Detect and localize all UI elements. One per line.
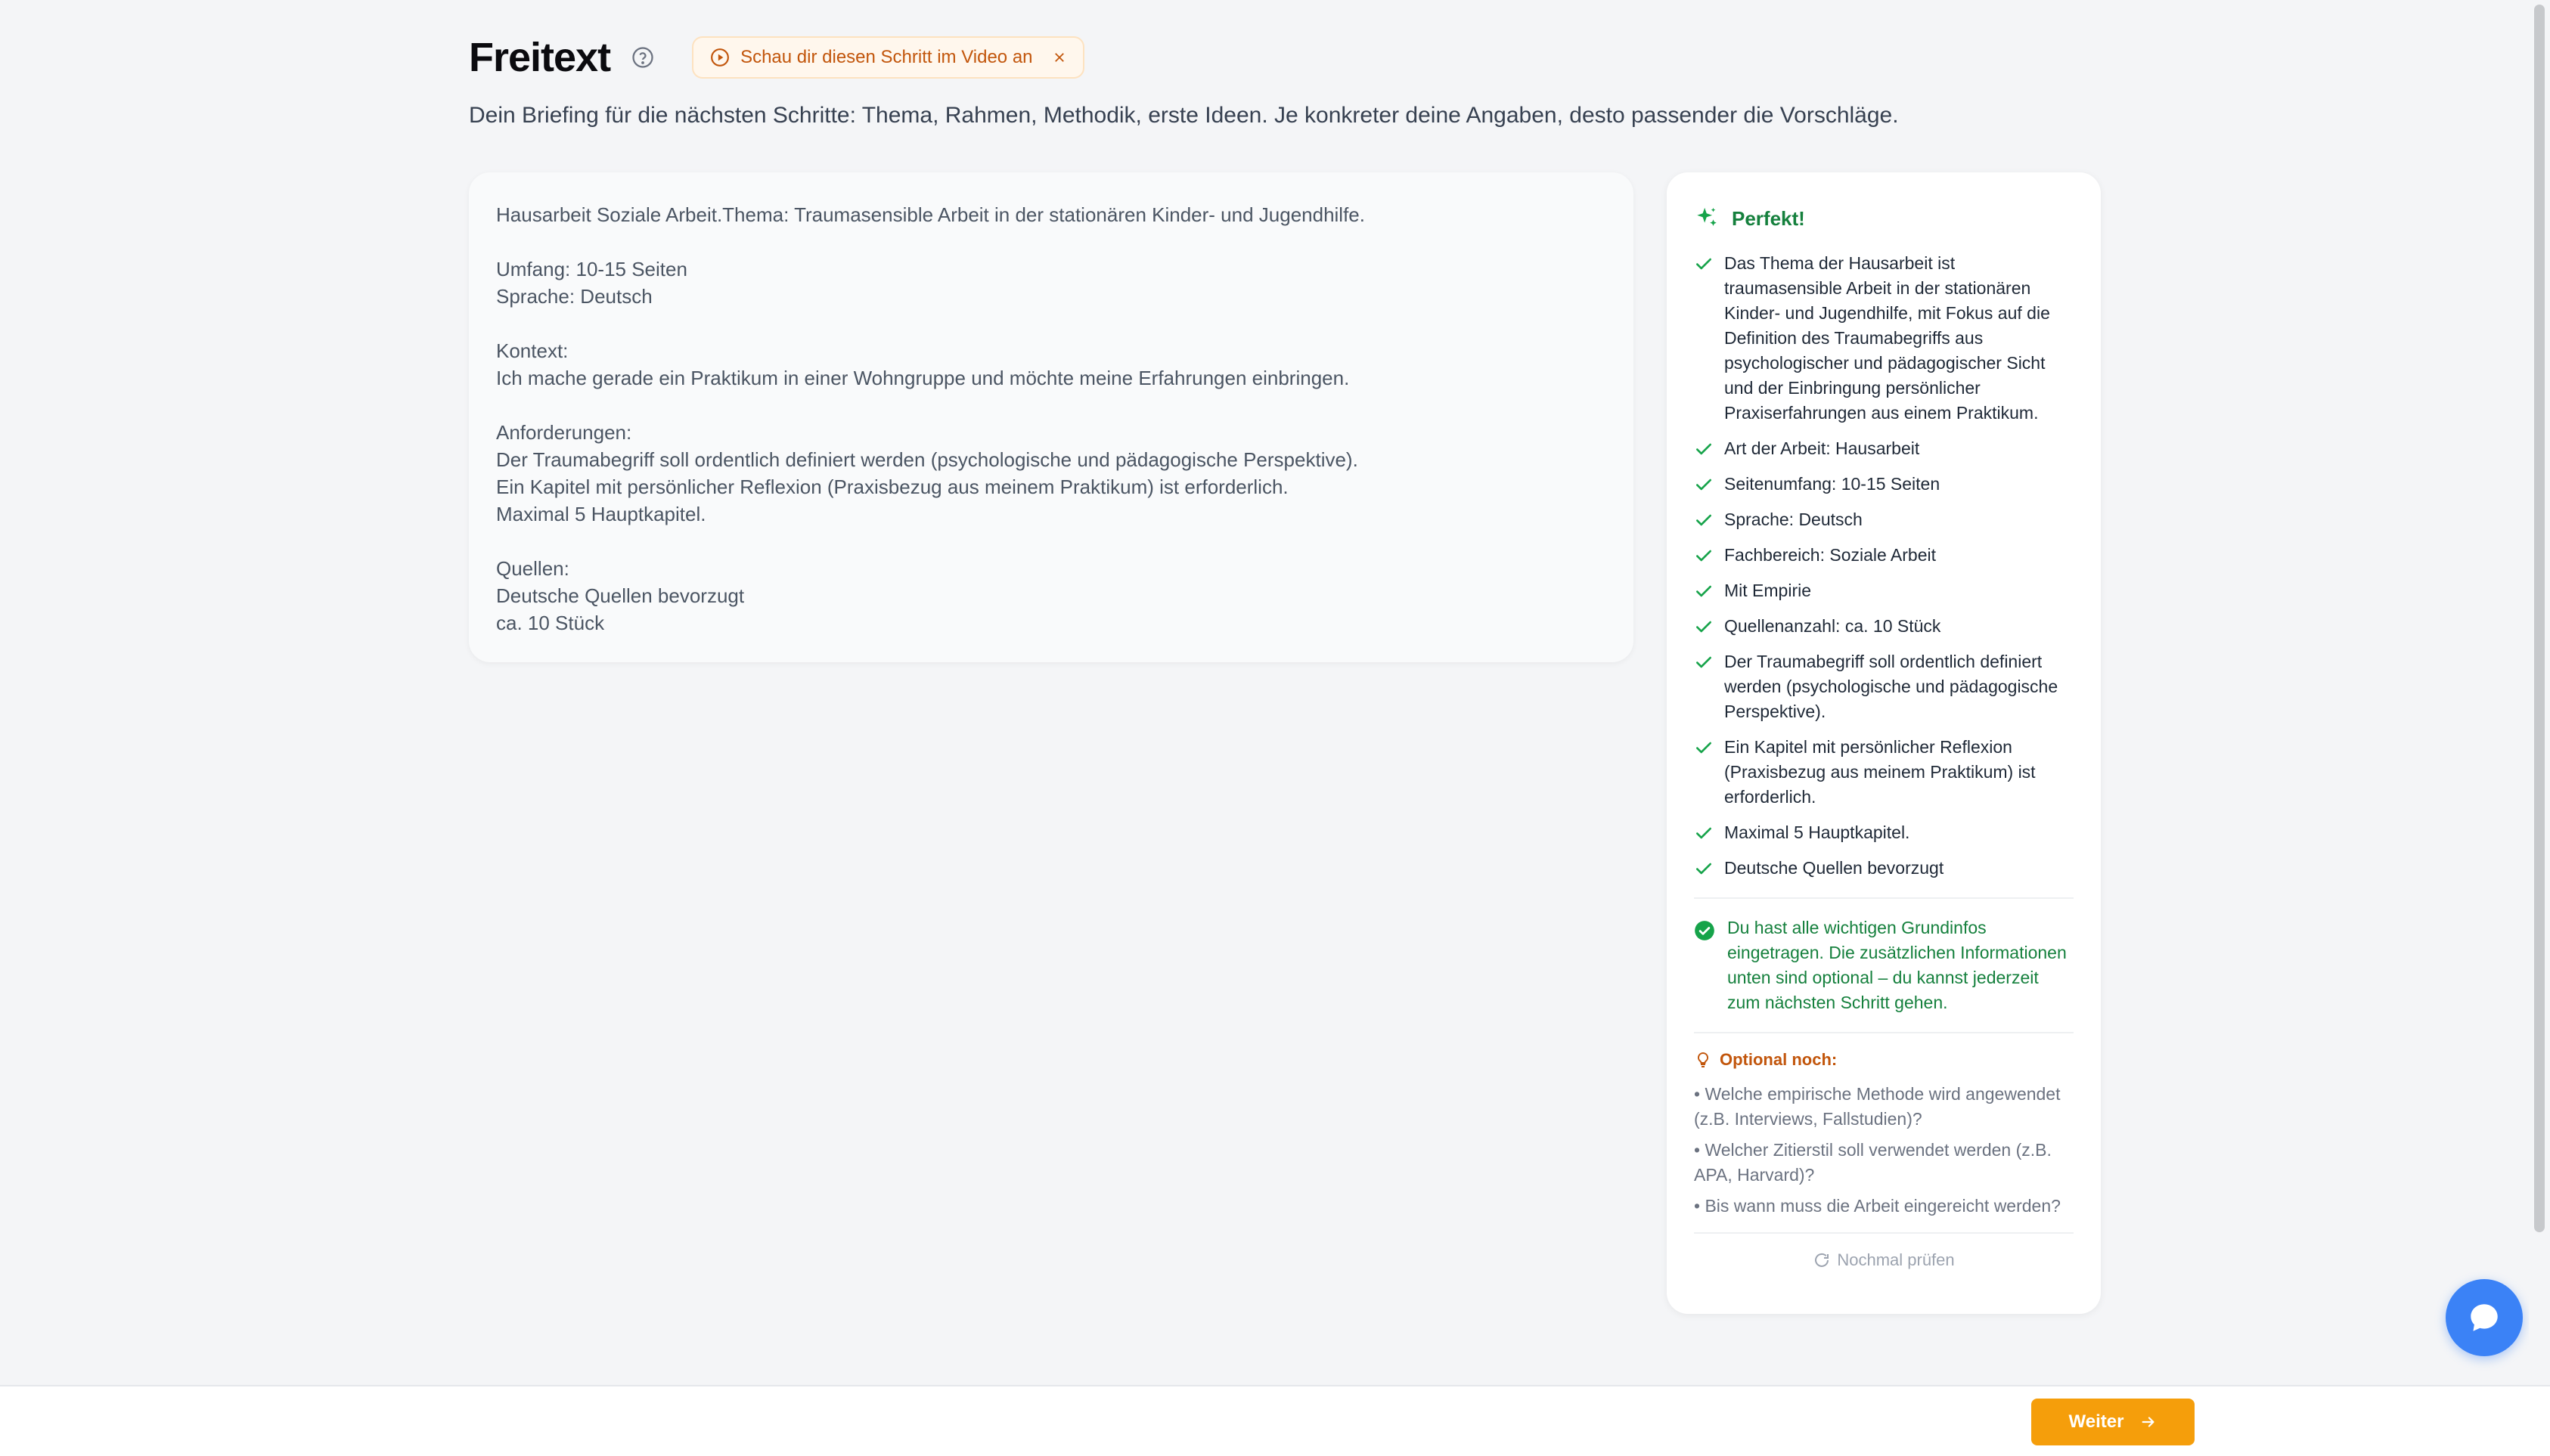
optional-list xyxy=(1694,1082,2074,1219)
check-item xyxy=(1694,472,2074,497)
briefing-line: Anforderungen: xyxy=(496,421,632,444)
checkmark-icon xyxy=(1694,510,1714,530)
recheck-button[interactable] xyxy=(1694,1232,2074,1270)
briefing-line: Ich mache gerade ein Praktikum in einer Wohngruppe und möchte meine Erfahrungen einbringen. xyxy=(496,367,1350,389)
briefing-line xyxy=(496,310,1606,337)
check-item-text: Maximal 5 Hauptkapitel. xyxy=(1724,822,1910,842)
check-item xyxy=(1694,735,2074,810)
briefing-line xyxy=(496,528,1606,555)
refresh-icon xyxy=(1813,1251,1831,1269)
checkmark-icon xyxy=(1694,652,1714,672)
check-item-text: Ein Kapitel mit persönlicher Reflexion (Praxisbezug aus meinem Praktikum) ist erforderlich. xyxy=(1724,737,2036,807)
footer-bar xyxy=(0,1385,2550,1456)
checkmark-icon xyxy=(1694,475,1714,494)
check-item-text: Deutsche Quellen bevorzugt xyxy=(1724,858,1944,878)
briefing-line xyxy=(496,228,1606,256)
briefing-line: Der Traumabegriff soll ordentlich definiert werden (psychologische und pädagogische Perspektive). xyxy=(496,448,1358,471)
divider xyxy=(1694,897,2074,899)
feedback-panel xyxy=(1667,172,2101,1314)
optional-item: • Welcher Zitierstil soll verwendet werden (z.B. APA, Harvard)? xyxy=(1694,1140,2052,1185)
page-header xyxy=(469,33,2133,129)
checkmark-icon xyxy=(1694,254,1714,274)
check-item-text: Das Thema der Hausarbeit ist traumasensible Arbeit in der stationären Kinder- und Jugendhilfe, mit Fokus auf die Definition des Traumabegriffs aus psychologischer und pädagogischer Sicht und der Einbringung persönlicher Praxiserfahrungen aus einem Praktikum. xyxy=(1724,253,2050,423)
optional-item: • Welche empirische Methode wird angewendet (z.B. Interviews, Fallstudien)? xyxy=(1694,1084,2061,1129)
check-circle-icon xyxy=(1694,920,1715,941)
chat-bubble-icon xyxy=(2465,1299,2503,1337)
scrollbar-thumb[interactable] xyxy=(2534,5,2545,1232)
check-item xyxy=(1694,507,2074,532)
checkmark-icon xyxy=(1694,859,1714,878)
help-icon[interactable] xyxy=(631,46,654,69)
check-item xyxy=(1694,436,2074,461)
check-item xyxy=(1694,649,2074,724)
lightbulb-icon xyxy=(1694,1051,1712,1069)
play-circle-icon xyxy=(710,48,730,67)
check-item xyxy=(1694,251,2074,426)
check-item-text: Art der Arbeit: Hausarbeit xyxy=(1724,438,1920,458)
briefing-textarea[interactable] xyxy=(469,172,1633,662)
checkmark-icon xyxy=(1694,546,1714,565)
check-item-text: Der Traumabegriff soll ordentlich definiert werden (psychologische und pädagogische Perspektive). xyxy=(1724,652,2058,721)
video-hint-pill[interactable] xyxy=(692,36,1084,79)
check-item-text: Quellenanzahl: ca. 10 Stück xyxy=(1724,616,1941,636)
checkmark-icon xyxy=(1694,439,1714,459)
optional-item: • Bis wann muss die Arbeit eingereicht werden? xyxy=(1694,1196,2061,1216)
briefing-line: Hausarbeit Soziale Arbeit.Thema: Traumasensible Arbeit in der stationären Kinder- und Jugendhilfe. xyxy=(496,203,1365,226)
checkmark-icon xyxy=(1694,823,1714,843)
check-item-text: Mit Empirie xyxy=(1724,581,1812,600)
complete-message-text: Du hast alle wichtigen Grundinfos eingetragen. Die zusätzlichen Informationen unten sind optional – du kannst jederzeit zum nächsten Schritt gehen. xyxy=(1727,918,2067,1012)
briefing-line: Maximal 5 Hauptkapitel. xyxy=(496,503,706,525)
check-item xyxy=(1694,578,2074,603)
feedback-status-label: Perfekt! xyxy=(1732,206,1805,230)
next-button[interactable] xyxy=(2031,1399,2195,1445)
optional-heading xyxy=(1694,1050,2074,1070)
briefing-line: ca. 10 Stück xyxy=(496,612,605,634)
divider xyxy=(1694,1032,2074,1033)
check-list xyxy=(1694,251,2074,881)
optional-heading-label: Optional noch: xyxy=(1720,1050,1838,1069)
check-item xyxy=(1694,820,2074,845)
complete-message xyxy=(1694,915,2074,1015)
video-hint-label: Schau dir diesen Schritt im Video an xyxy=(740,47,1033,67)
next-button-label: Weiter xyxy=(2068,1411,2124,1432)
briefing-line: Umfang: 10-15 Seiten xyxy=(496,258,687,280)
title-row xyxy=(469,33,2133,82)
close-icon[interactable] xyxy=(1053,51,1066,64)
feedback-status xyxy=(1694,200,2074,237)
sparkle-icon xyxy=(1694,206,1720,231)
page-subtitle: Dein Briefing für die nächsten Schritte: Thema, Rahmen, Methodik, erste Ideen. Je konkreter deine Angaben, desto passender die Vorschläge. xyxy=(469,103,1899,128)
check-item xyxy=(1694,856,2074,881)
briefing-line: Sprache: Deutsch xyxy=(496,285,653,308)
check-item xyxy=(1694,543,2074,568)
checkmark-icon xyxy=(1694,738,1714,757)
check-item-text: Fachbereich: Soziale Arbeit xyxy=(1724,545,1936,565)
check-item-text: Sprache: Deutsch xyxy=(1724,510,1863,529)
chat-button[interactable] xyxy=(2446,1279,2523,1356)
briefing-line: Ein Kapitel mit persönlicher Reflexion (Praxisbezug aus meinem Praktikum) ist erforderlich. xyxy=(496,476,1289,498)
briefing-line: Kontext: xyxy=(496,339,569,362)
briefing-line: Deutsche Quellen bevorzugt xyxy=(496,584,745,607)
briefing-line xyxy=(496,392,1606,419)
briefing-line: Quellen: xyxy=(496,557,569,580)
arrow-right-icon xyxy=(2140,1414,2157,1430)
page-title: Freitext xyxy=(469,35,611,80)
checkmark-icon xyxy=(1694,617,1714,637)
checkmark-icon xyxy=(1694,581,1714,601)
check-item xyxy=(1694,614,2074,639)
recheck-label: Nochmal prüfen xyxy=(1837,1250,1955,1269)
check-item-text: Seitenumfang: 10-15 Seiten xyxy=(1724,474,1940,494)
